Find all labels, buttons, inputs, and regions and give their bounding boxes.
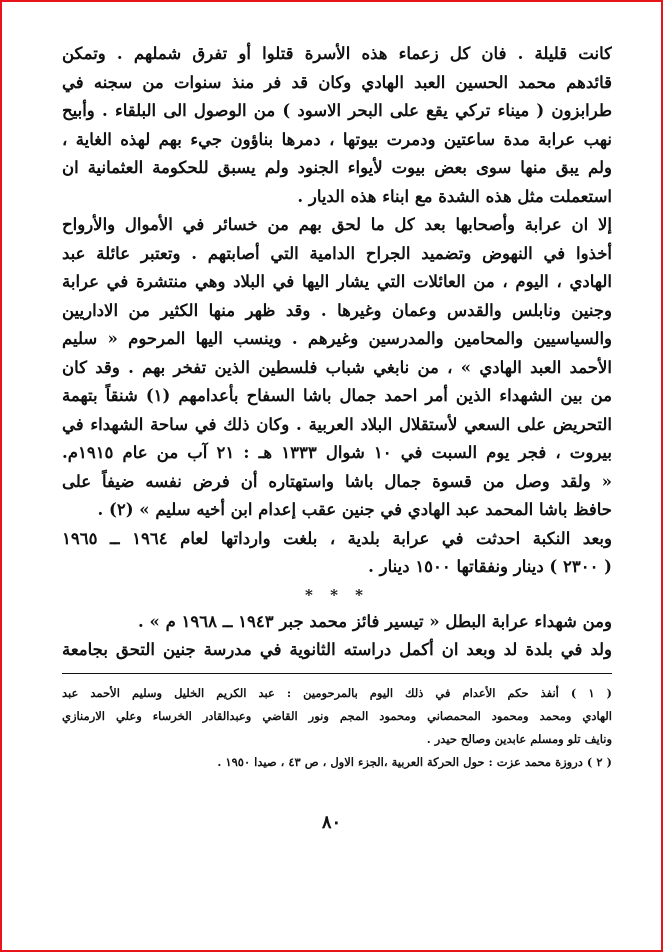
text-line: إلا ان عرابة وأصحابها بعد كل ما لحق بهم من خسائر في الأموال والأرواح [62,215,612,234]
paragraph-2 [62,211,612,468]
text-line: الهادي ، اليوم ، من العائلات التي يشار اليها في البلاد وهي منتشرة في عرابة [62,272,612,291]
footnote-line: الهادي ومحمد ومحمود المحمصاني ومحمود المجم ونور القاضي وعبدالقادر الخرساء وعلي الارمنازي [62,708,612,723]
text-line: أخذوا في النهوض وتضميد الجراح الدامية التي أصابتهم . وتعتبر عائلة عبد [62,243,612,263]
text-line: « ولقد وصل من قسوة جمال باشا واستهتاره أن فرض نفسه ضيفاً على [62,471,612,491]
paragraph-3 [62,525,612,582]
footnotes [62,682,612,774]
page-number: ٨٠ [321,812,342,833]
text-line: ولم يبق منها سوى بعض بيوت لأيواء الجنود ولم يسبق للحكومة العثمانية ان [62,158,612,177]
text-line: طرابزون ( ميناء تركي يقع على البحر الاسود ) من الوصول الى البلقاء . وأبيح [62,101,612,120]
section-separator: * * * [305,585,369,604]
footnote-line: ( ١ ) أنفذ حكم الأعدام في ذلك اليوم بالمرحومين : عبد الكريم الخليل وسليم الأحمد عبد [62,685,612,700]
quote-paragraph [62,468,612,525]
text-line: كانت قليلة . فان كل زعماء هذه الأسرة قتلوا أو تفرق شملهم . وتمكن [62,44,612,63]
text-line: ( ٢٣٠٠ ) دينار ونفقاتها ١٥٠٠ دينار . [368,557,612,576]
text-line: والسياسيين والمحامين والمدرسين وغيرهم . وينسب اليها المرحوم « سليم [62,329,612,348]
text-line: قائدهم محمد الحسين العبد الهادي وكان قد فر منذ سنوات من سجنه في [62,72,612,92]
text-line: وجنين ونابلس والقدس وعمان وغيرها . وقد ظهر منها الكثير من الاداريين [62,300,612,320]
document-page [62,40,612,774]
paragraph-1 [62,40,612,211]
text-line: من بين الشهداء الذين أمر احمد جمال باشا السفاح بأعدامهم (١) شنقاً بتهمة [62,386,612,405]
text-line: وبعد النكبة احدثت في عرابة بلدية ، بلغت وارداتها لعام ١٩٦٤ ــ ١٩٦٥ [62,528,612,548]
footnote-divider [62,673,612,674]
text-line: التحريض على السعي لأستقلال البلاد العربية . وكان ذلك في ساحة الشهداء في [62,414,612,434]
paragraph-4 [62,608,612,665]
footnote-2: ( ٢ ) دروزة محمد عزت : حول الحركة العربية ،الجزء الاول ، ص ٤٣ ، صيدا ١٩٥٠ . [217,754,612,769]
text-line: بيروت ، فجر يوم السبت في ١٠ شوال ١٣٣٣ هـ : ٢١ آب من عام ١٩١٥م. [62,443,612,462]
text-line: حافظ باشا المحمد عبد الهادي في جنين عقب إعدام ابن أخيه سليم » (٢) . [97,500,612,519]
footnote-line: ونايف تلو ومسلم عابدين وصالح حيدر . [426,731,612,746]
text-line: ولد في بلدة لد وبعد ان أكمل دراسته الثانوية في مدرسة جنين التحق بجامعة [62,640,612,659]
text-line: استعملت مثل هذه الشدة مع ابناء هذه الديار . [297,186,612,206]
text-line: الأحمد العبد الهادي » ، من نابغي شباب فلسطين الذين تفخر بهم . وقد كان [62,357,612,377]
text-line: ومن شهداء عرابة البطل « تيسير فائز محمد جبر ١٩٤٣ ــ ١٩٦٨ م » . [138,611,612,631]
text-line: نهب عرابة مدة ساعتين ودمرت بيوتها ، دمرها بناؤون جيء بهم لهذه الغاية ، [62,129,612,149]
